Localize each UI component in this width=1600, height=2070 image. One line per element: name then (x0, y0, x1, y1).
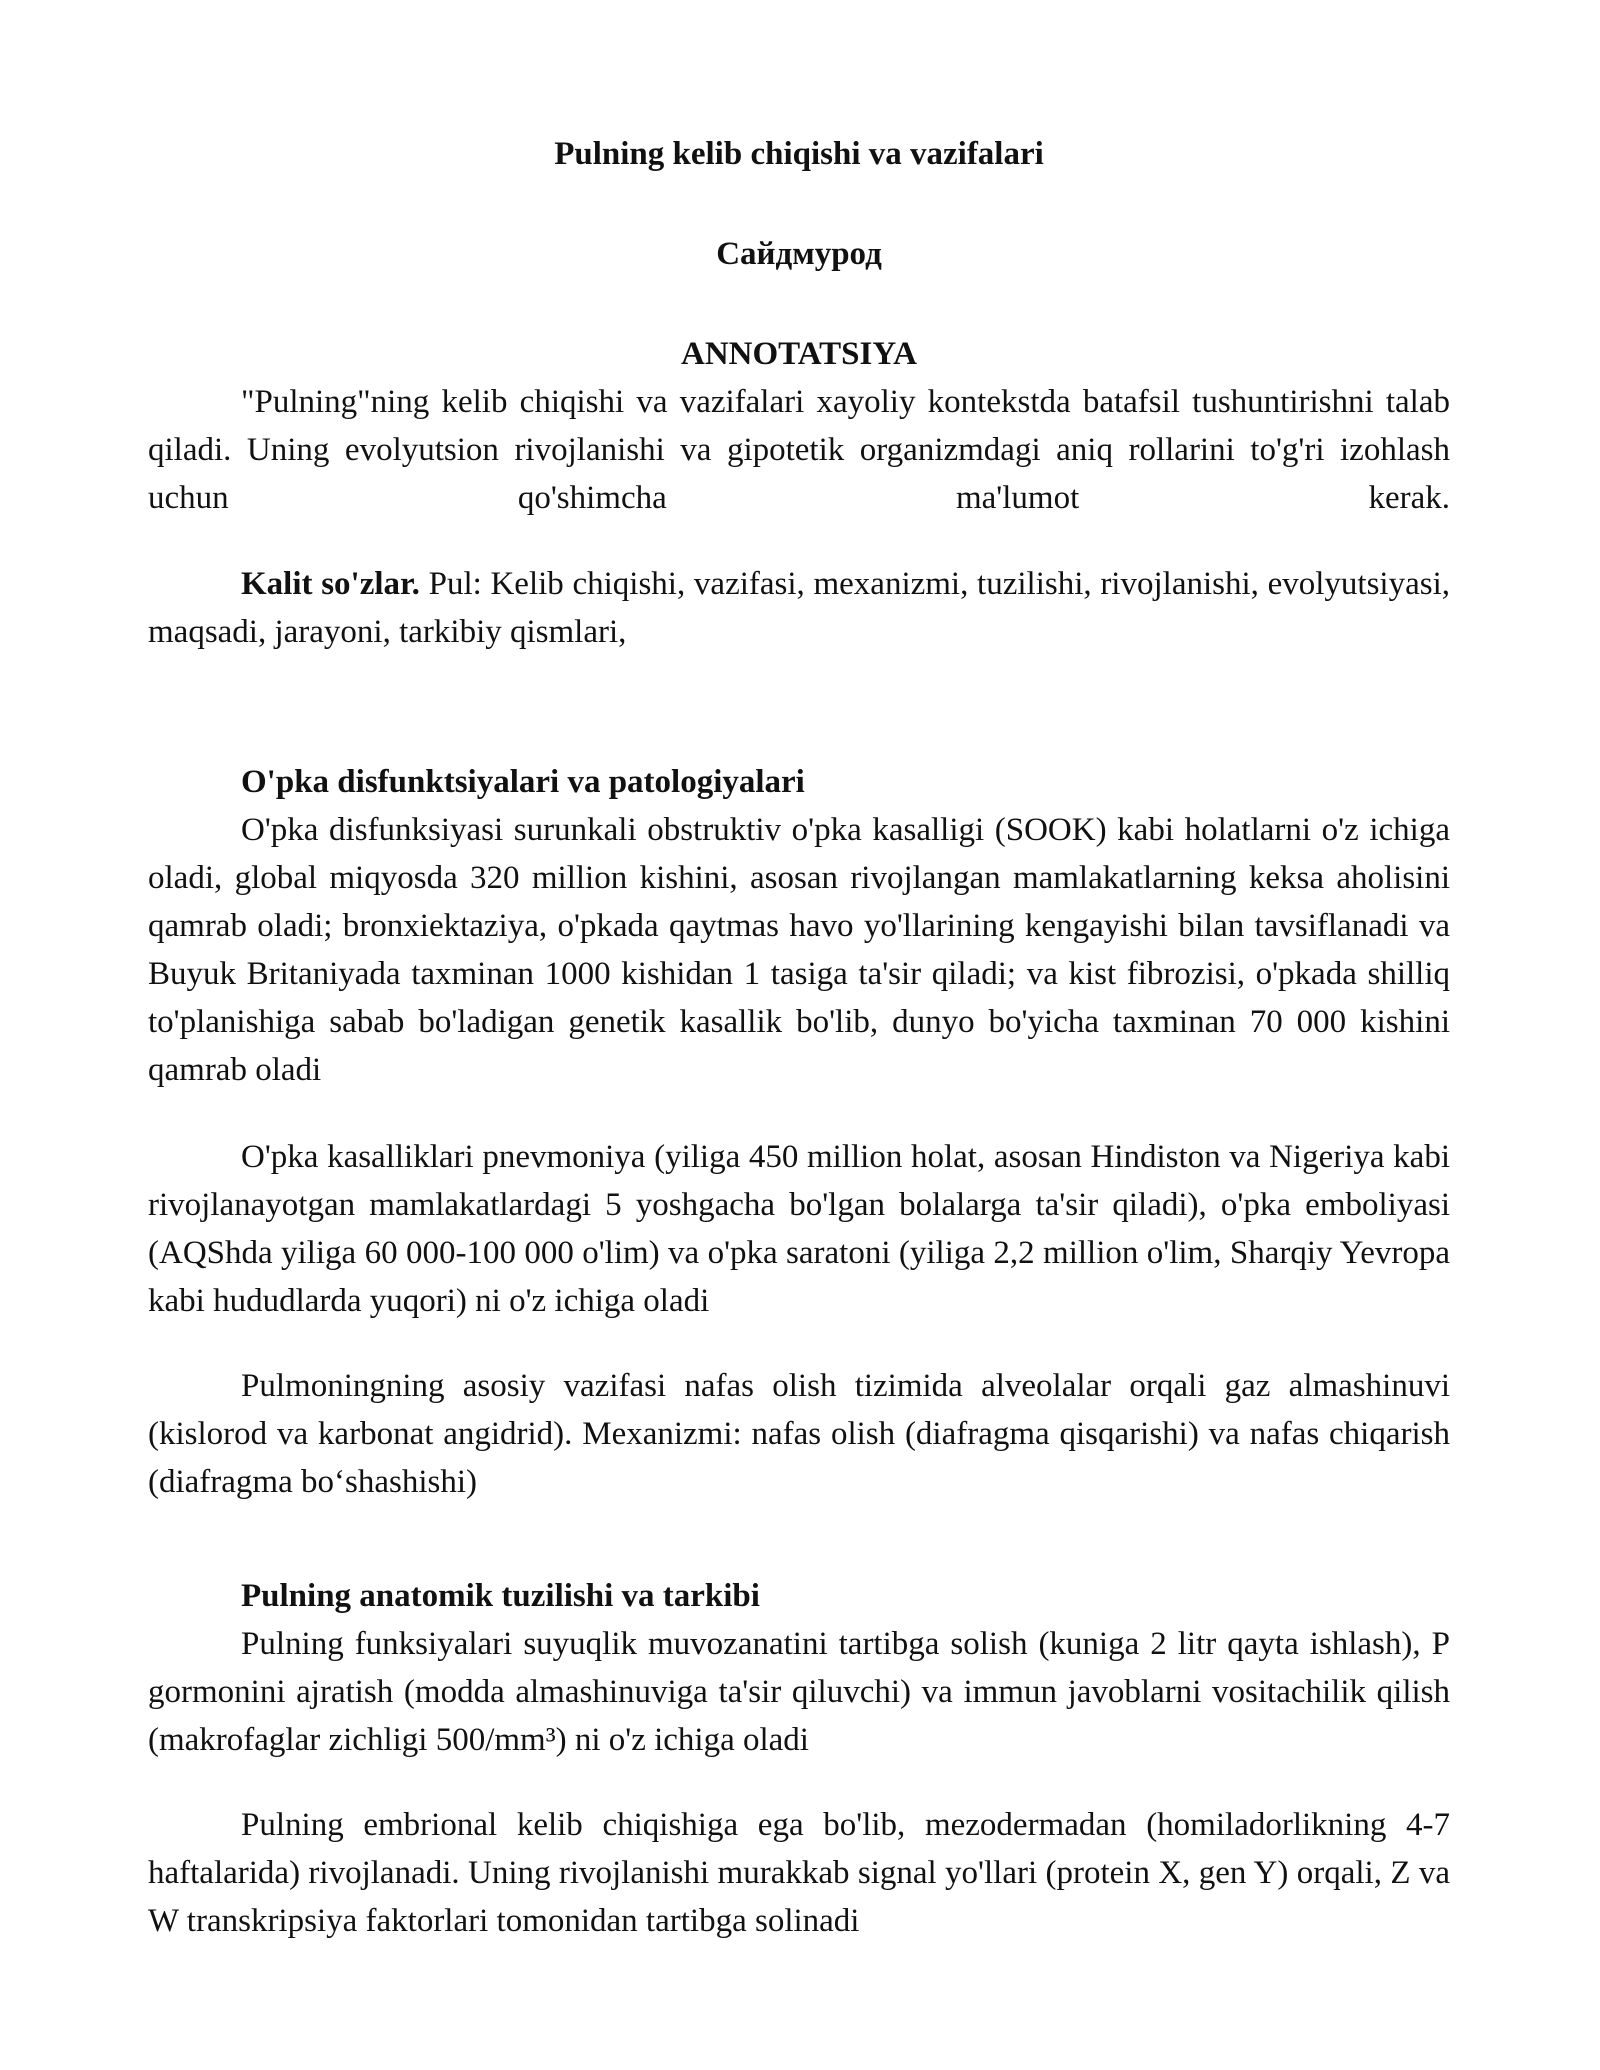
abstract-paragraph: "Pulning"ning kelib chiqishi va vazifalari xayoliy kontekstda batafsil tushuntirishni talab qiladi. Uning evolyutsion rivojlanishi va gipotetik organizmdagi aniq rollarini to'g'ri izohlash uchun qo'shimcha ma'lumot kerak. (148, 384, 1450, 516)
section-paragraph: Pulning funksiyalari suyuqlik muvozanatini tartibga solish (kuniga 2 litr qayta ishlash), P gormonini ajratish (modda almashinuviga ta'sir qiluvchi) va immun javoblarni vositachilik qilish (makrofaglar zichligi 500/mm³) ni o'z ichiga oladi (148, 1626, 1450, 1758)
section-paragraph: Pulning embrional kelib chiqishiga ega bo'lib, mezodermadan (homiladorlikning 4-7 haftalarida) rivojlanadi. Uning rivojlanishi murakkab signal yo'llari (protein X, gen Y) orqali, Z va W transkripsiya faktorlari tomonidan tartibga solinadi (148, 1807, 1450, 1939)
keywords-label: Kalit so'zlar. (241, 566, 420, 602)
document-title: Pulning kelib chiqishi va vazifalari (554, 136, 1044, 172)
section-paragraph: O'pka disfunksiyasi surunkali obstruktiv o'pka kasalligi (SOOK) kabi holatlarni o'z ichiga oladi, global miqyosda 320 million kishini, asosan rivojlangan mamlakatlarning keksa aholisini qamrab oladi; bronxiektaziya, o'pkada qaytmas havo yo'llarining kengayishi bilan tavsiflanadi va Buyuk Britaniyada taxminan 1000 kishidan 1 tasiga ta'sir qiladi; va kist fibrozisi, o'pkada shilliq to'planishiga sabab bo'ladigan genetik kasallik bo'lib, dunyo bo'yicha taxminan 70 000 kishini qamrab oladi (148, 812, 1450, 1088)
section-heading: O'pka disfunktsiyalari va patologiyalari (241, 764, 805, 800)
section-heading: Pulning anatomik tuzilishi va tarkibi (241, 1578, 760, 1614)
keywords-paragraph (148, 560, 1450, 656)
keywords-text: Pul: Kelib chiqishi, vazifasi, mexanizmi, tuzilishi, rivojlanishi, evolyutsiyasi, maqsadi, jarayoni, tarkibiy qismlari, (148, 566, 1450, 650)
section-paragraph: O'pka kasalliklari pnevmoniya (yiliga 450 million holat, asosan Hindiston va Nigeriya kabi rivojlanayotgan mamlakatlardagi 5 yoshgacha bo'lgan bolalarga ta'sir qiladi), o'pka emboliyasi (AQShda yiliga 60 000-100 000 o'lim) va o'pka saratoni (yiliga 2,2 million o'lim, Sharqiy Yevropa kabi hududlarda yuqori) ni o'z ichiga oladi (148, 1139, 1450, 1319)
section-paragraph: Pulmoningning asosiy vazifasi nafas olish tizimida alveolalar orqali gaz almashinuvi (kislorod va karbonat angidrid). Mexanizmi: nafas olish (diafragma qisqarishi) va nafas chiqarish (diafragma bo‘shashishi) (148, 1368, 1450, 1500)
abstract-heading: ANNOTATSIYA (681, 336, 917, 372)
author-name: Сайдмурод (716, 236, 882, 272)
